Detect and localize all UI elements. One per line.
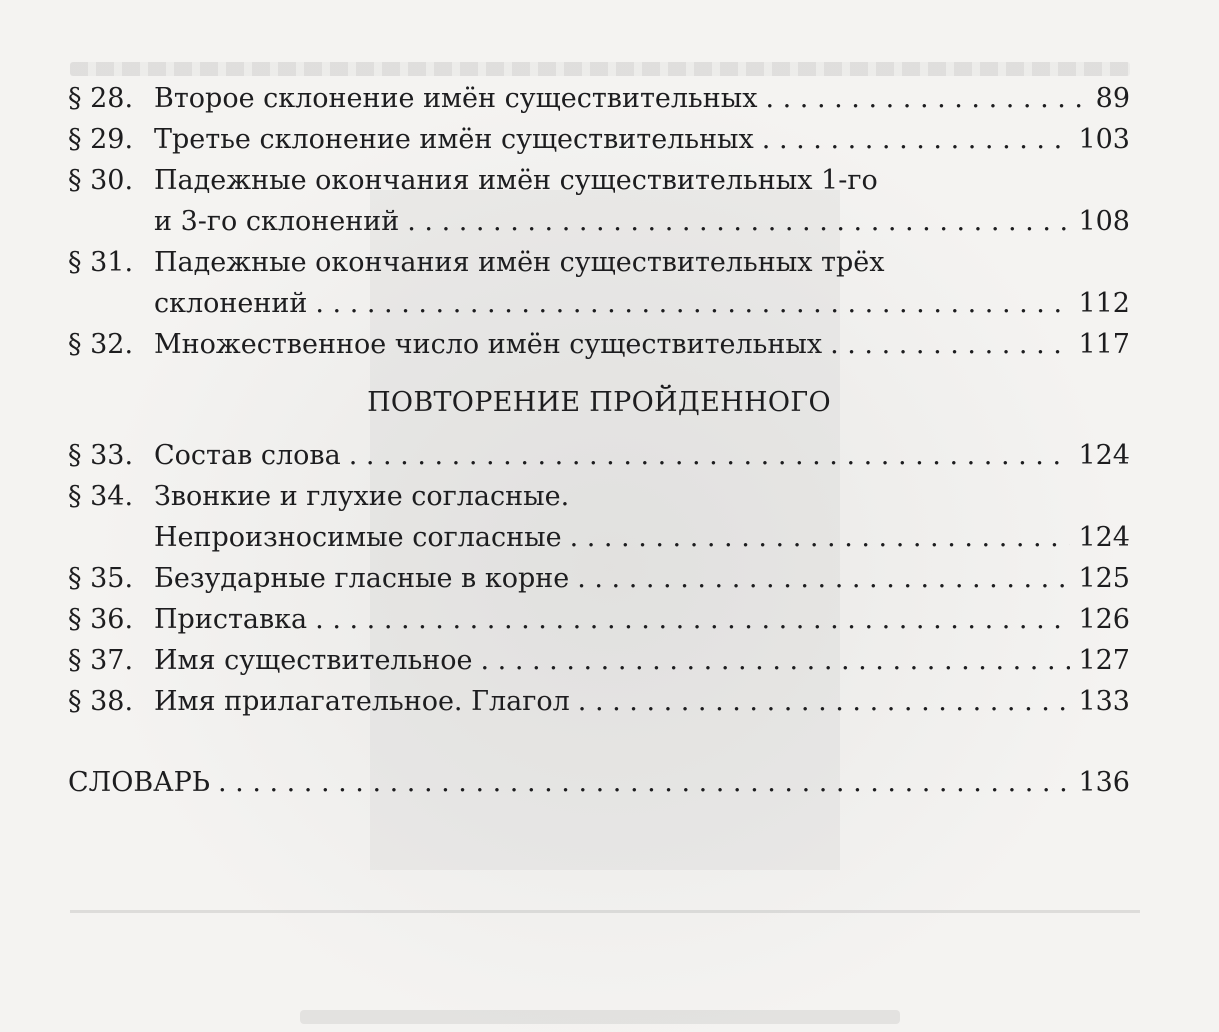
leader-dots	[578, 681, 1071, 722]
toc-entry-30[interactable]	[68, 160, 1130, 201]
toc-entry-title-continued: и 3-го склонений	[154, 206, 400, 237]
leader-dots	[762, 119, 1071, 160]
toc-entry-page: 108	[1078, 206, 1130, 237]
toc-entry-title: Звонкие и глухие согласные.	[154, 481, 570, 512]
toc-entry-title: Имя прилагательное. Глагол	[154, 686, 570, 717]
toc-entry-page: 124	[1078, 522, 1130, 553]
toc-entry-35[interactable]	[68, 558, 1130, 599]
leader-dots	[577, 558, 1070, 599]
bleed-through-rule	[70, 910, 1140, 913]
toc-entry-title: Третье склонение имён существительных	[154, 124, 754, 155]
bleed-through-subline	[300, 1010, 900, 1024]
toc-entry-title: Имя существительное	[154, 645, 473, 676]
leader-dots	[218, 762, 1070, 803]
table-of-contents	[68, 78, 1130, 803]
toc-entry-title: Падежные окончания имён существительных трёх	[154, 247, 885, 278]
toc-entry-page: 112	[1078, 288, 1130, 319]
toc-entry-dictionary[interactable]	[68, 762, 1130, 803]
toc-entry-title: СЛОВАРЬ	[68, 767, 210, 798]
toc-entry-number: § 32.	[68, 329, 134, 360]
toc-entry-title: Состав слова	[154, 440, 341, 471]
toc-entry-number: § 31.	[68, 247, 134, 278]
toc-entry-31-continued[interactable]	[68, 283, 1130, 324]
toc-entry-number: § 37.	[68, 645, 134, 676]
toc-entry-34-continued[interactable]	[68, 517, 1130, 558]
toc-entry-28[interactable]	[68, 78, 1130, 119]
toc-entry-page: 126	[1078, 604, 1130, 635]
toc-entry-number: § 30.	[68, 165, 134, 196]
toc-entry-page: 127	[1078, 645, 1130, 676]
toc-entry-number: § 29.	[68, 124, 134, 155]
bleed-through-band	[70, 62, 1130, 76]
toc-entry-34[interactable]	[68, 476, 1130, 517]
leader-dots	[407, 201, 1070, 242]
toc-entry-title: Второе склонение имён существительных	[154, 83, 758, 114]
leader-dots	[481, 640, 1071, 681]
toc-entry-number: § 34.	[68, 481, 134, 512]
toc-entry-number: § 35.	[68, 563, 134, 594]
toc-entry-32[interactable]	[68, 324, 1130, 365]
leader-dots	[315, 599, 1070, 640]
toc-entry-page: 136	[1078, 767, 1130, 798]
toc-entry-page: 124	[1078, 440, 1130, 471]
toc-entry-page: 133	[1078, 686, 1130, 717]
toc-entry-page: 125	[1078, 563, 1130, 594]
toc-entry-36[interactable]	[68, 599, 1130, 640]
toc-entry-title-continued: склонений	[154, 288, 308, 319]
spacer	[68, 722, 1130, 762]
toc-entry-38[interactable]	[68, 681, 1130, 722]
leader-dots	[830, 324, 1070, 365]
toc-entry-30-continued[interactable]	[68, 201, 1130, 242]
toc-entry-37[interactable]	[68, 640, 1130, 681]
toc-entry-number: § 28.	[68, 83, 134, 114]
leader-dots	[349, 435, 1071, 476]
toc-entry-title: Приставка	[154, 604, 308, 635]
section-heading: ПОВТОРЕНИЕ ПРОЙДЕННОГО	[367, 387, 831, 418]
toc-entry-page: 103	[1078, 124, 1130, 155]
toc-entry-29[interactable]	[68, 119, 1130, 160]
toc-entry-title: Безударные гласные в корне	[154, 563, 570, 594]
toc-entry-title: Множественное число имён существительных	[154, 329, 823, 360]
toc-entry-number: § 33.	[68, 440, 134, 471]
toc-entry-page: 89	[1095, 83, 1130, 114]
toc-entry-number: § 38.	[68, 686, 134, 717]
leader-dots	[765, 78, 1087, 119]
toc-entry-page: 117	[1078, 329, 1130, 360]
toc-entry-number: § 36.	[68, 604, 134, 635]
toc-entry-title-continued: Непроизносимые согласные	[154, 522, 562, 553]
toc-entry-31[interactable]	[68, 242, 1130, 283]
leader-dots	[315, 283, 1070, 324]
toc-entry-title: Падежные окончания имён существительных 1-го	[154, 165, 878, 196]
leader-dots	[570, 517, 1071, 558]
toc-entry-33[interactable]	[68, 435, 1130, 476]
